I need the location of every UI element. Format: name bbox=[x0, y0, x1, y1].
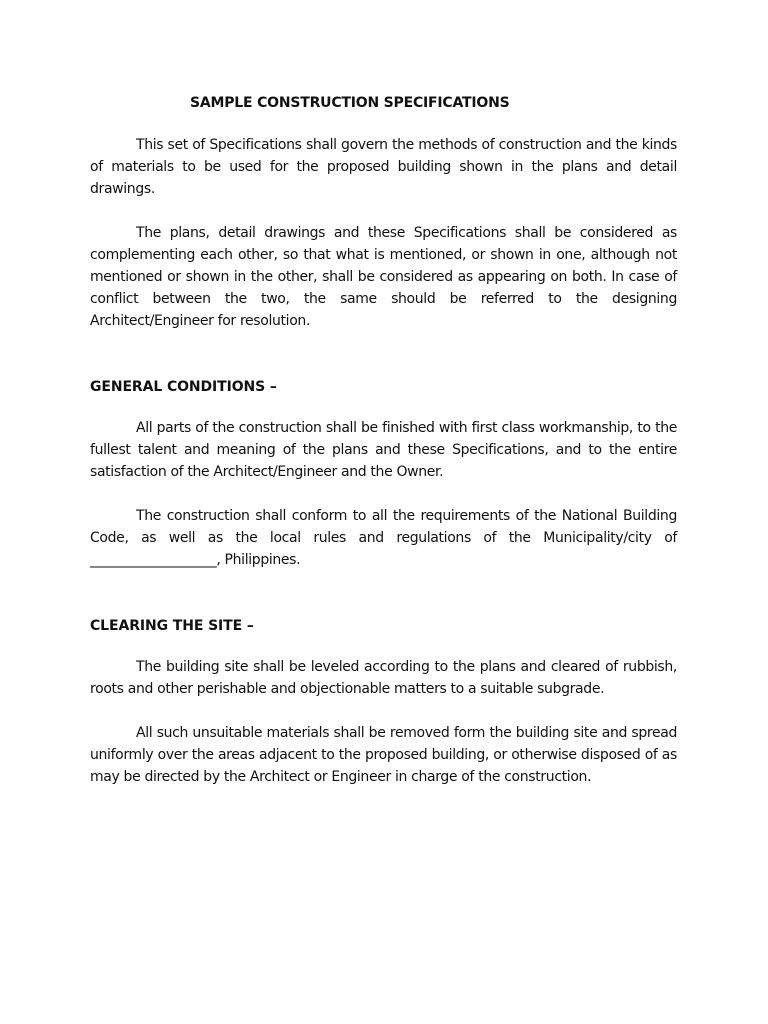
section-spacer bbox=[90, 332, 677, 376]
paragraph-spacer bbox=[90, 700, 677, 722]
section-spacer bbox=[90, 571, 677, 615]
document-page bbox=[90, 92, 677, 788]
intro-paragraph-1: This set of Specifications shall govern the methods of construction and the kinds of materials to be used for the proposed building shown in the plans and detail drawings. bbox=[90, 137, 677, 197]
section-heading: GENERAL CONDITIONS – bbox=[90, 379, 277, 395]
section-paragraph: All such unsuitable materials shall be removed form the building site and spread uniformly over the areas adjacent to the proposed building, or otherwise disposed of as may be directed by the Architect or Engineer in charge of the construction. bbox=[90, 725, 677, 785]
section-general-conditions bbox=[90, 376, 677, 571]
paragraph-spacer bbox=[90, 200, 677, 222]
section-paragraph: The building site shall be leveled according to the plans and cleared of rubbish, roots and other perishable and objectionable matters to a suitable subgrade. bbox=[90, 659, 677, 697]
document-title: SAMPLE CONSTRUCTION SPECIFICATIONS bbox=[190, 95, 510, 111]
section-paragraph: The construction shall conform to all the requirements of the National Building Code, as well as the local rules and regulations of the Municipality/city of ___________________, Philippines. bbox=[90, 508, 677, 568]
section-heading: CLEARING THE SITE – bbox=[90, 618, 254, 634]
intro-paragraph-2: The plans, detail drawings and these Specifications shall be considered as complementing each other, so that what is mentioned, or shown in one, although not mentioned or shown in the other, shall be considered as appearing on both. In case of conflict between the two, the same should be referred to the designing Architect/Engineer for resolution. bbox=[90, 225, 677, 329]
section-paragraph: All parts of the construction shall be finished with first class workmanship, to the fullest talent and meaning of the plans and these Specifications, and to the entire satisfaction of the Architect/Engineer and the Owner. bbox=[90, 420, 677, 480]
paragraph-spacer bbox=[90, 483, 677, 505]
section-clearing-the-site bbox=[90, 615, 677, 788]
